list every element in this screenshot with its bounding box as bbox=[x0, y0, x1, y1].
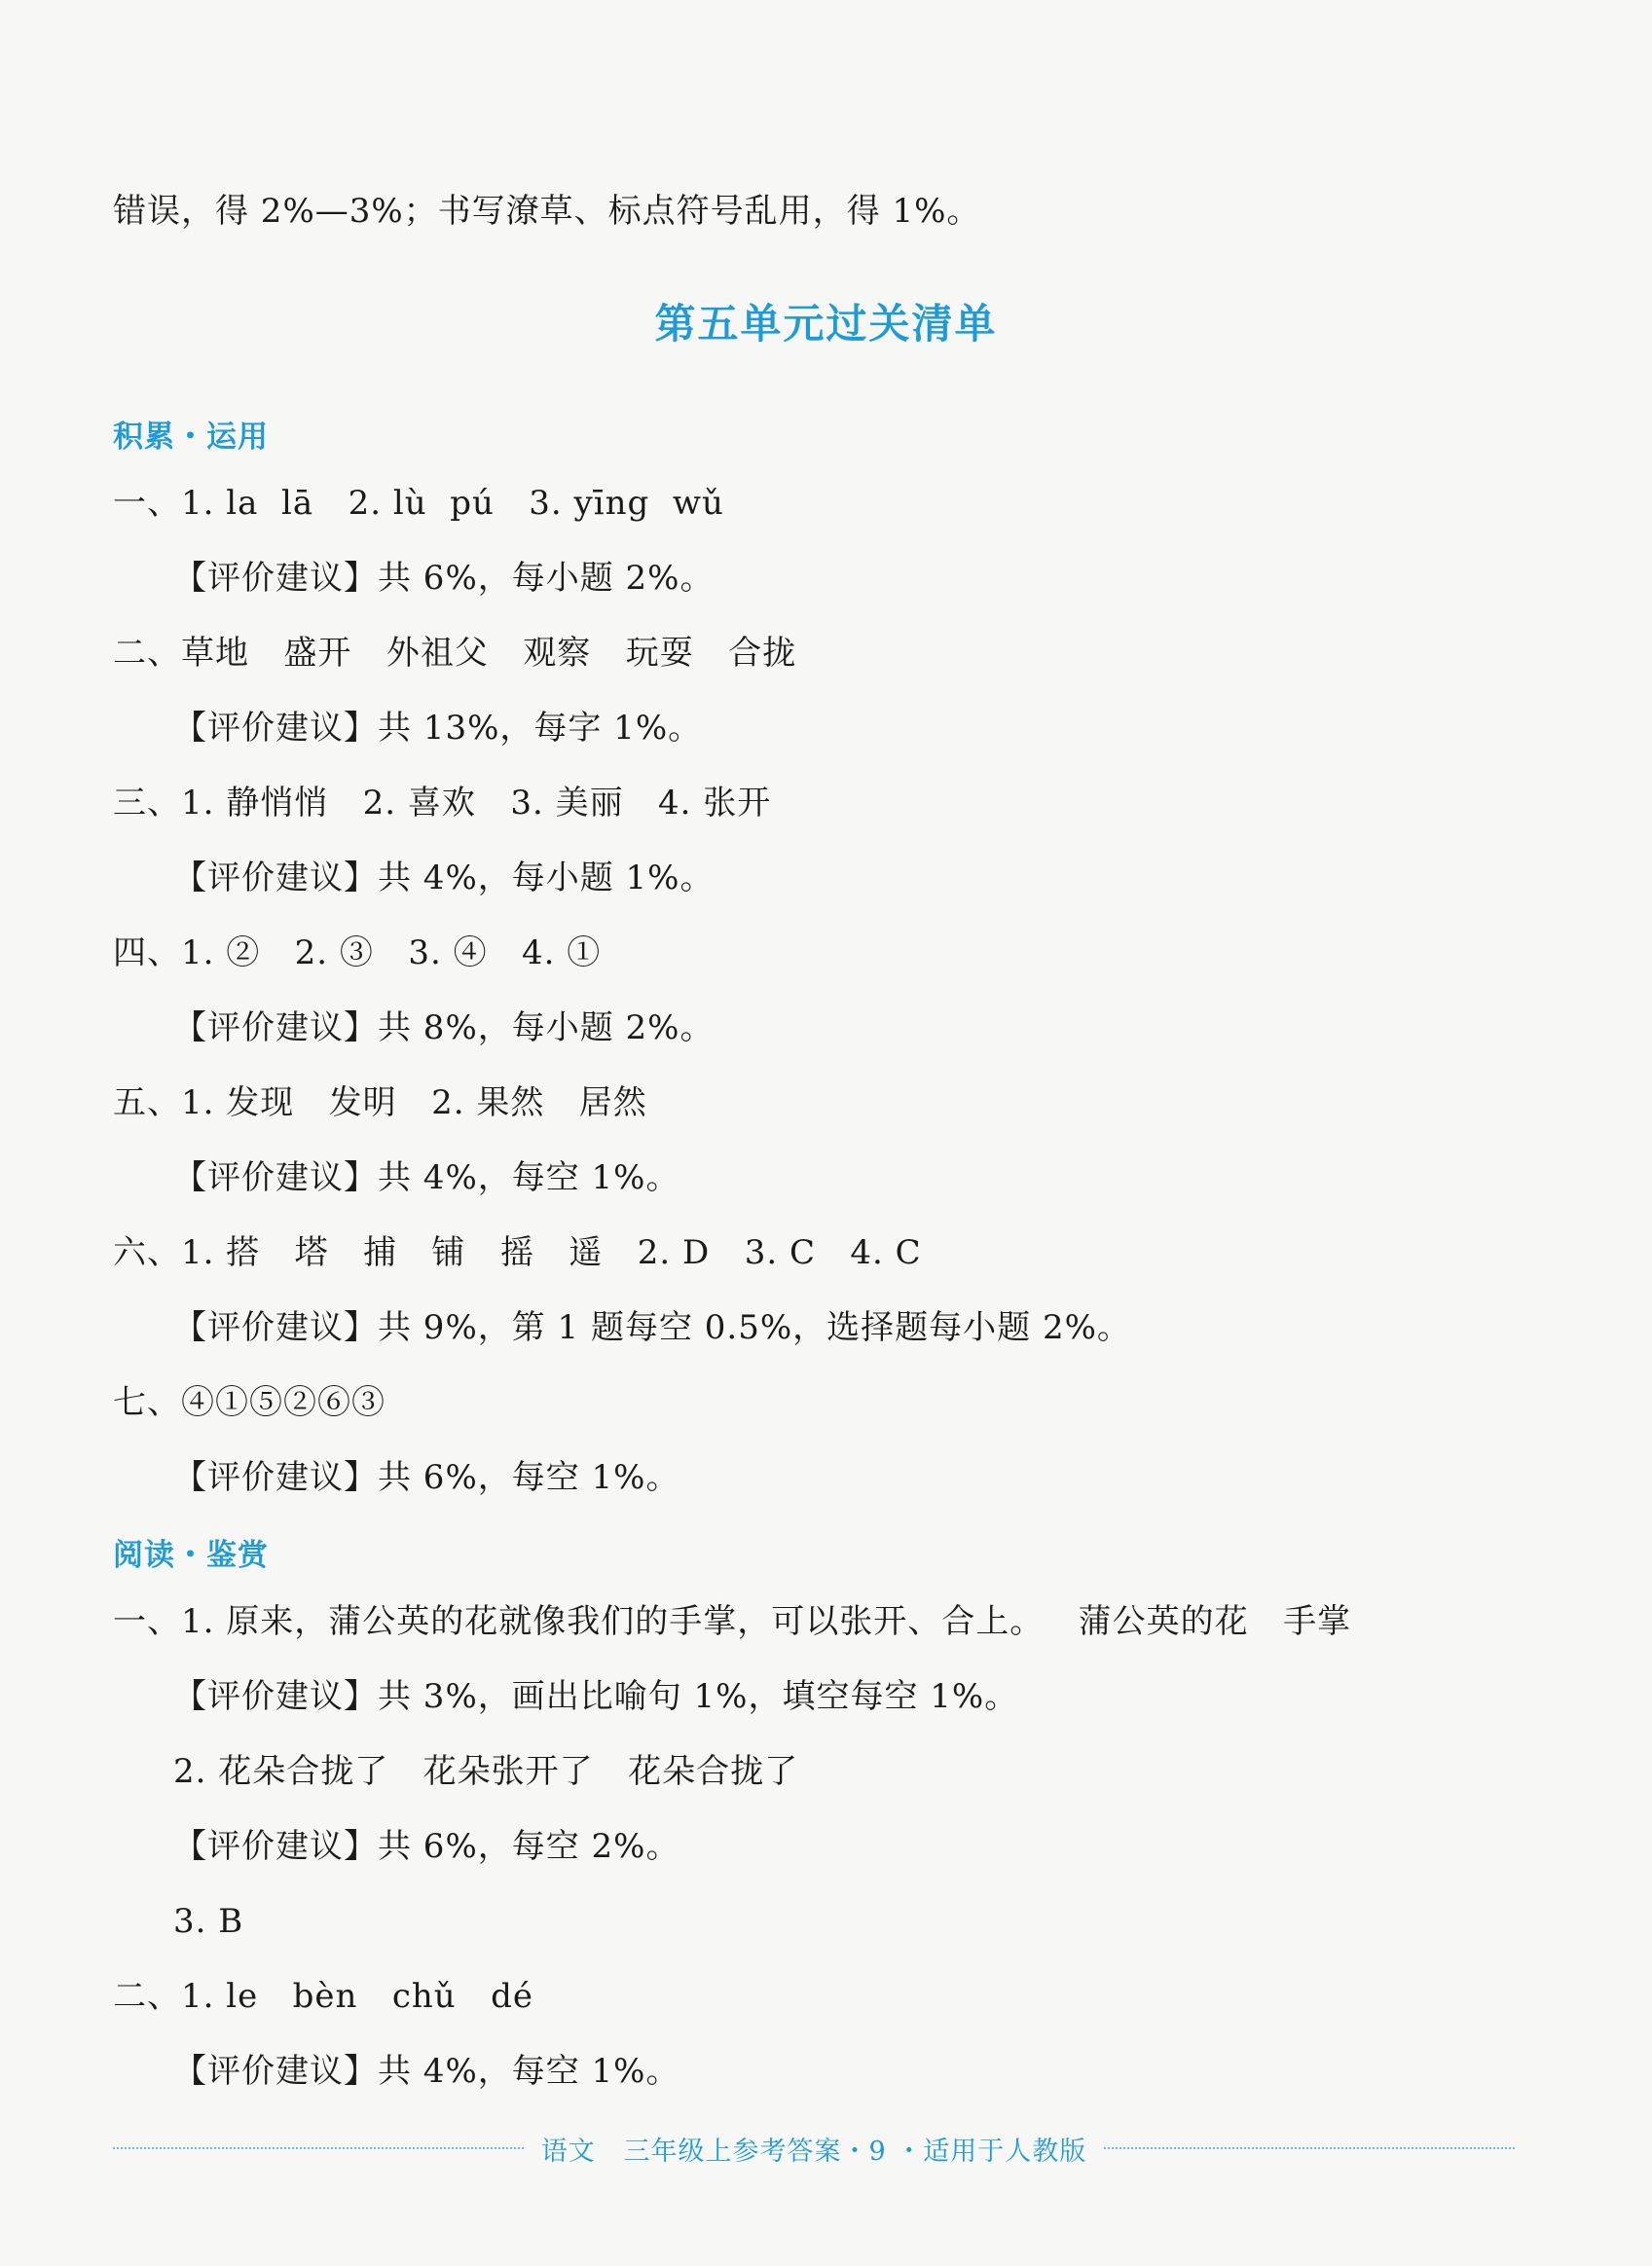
answer-line: 四、1. ② 2. ③ 3. ④ 4. ① bbox=[113, 933, 602, 972]
evaluation-note: 【评价建议】共 9%，第 1 题每空 0.5%，选择题每小题 2%。 bbox=[173, 1308, 1131, 1347]
answer-line: 二、1. le bèn chǔ dé bbox=[113, 1977, 534, 2016]
answer-line: 三、1. 静悄悄 2. 喜欢 3. 美丽 4. 张开 bbox=[113, 784, 772, 822]
evaluation-note: 【评价建议】共 13%，每字 1%。 bbox=[173, 709, 703, 748]
section-heading-accumulation: 积累・运用 bbox=[113, 420, 269, 455]
evaluation-note: 【评价建议】共 6%，每空 2%。 bbox=[173, 1827, 680, 1866]
answer-line: 五、1. 发现 发明 2. 果然 居然 bbox=[113, 1083, 647, 1122]
evaluation-note: 【评价建议】共 6%，每小题 2%。 bbox=[173, 559, 715, 598]
page-footer bbox=[113, 2129, 1515, 2168]
answer-line: 七、④①⑤②⑥③ bbox=[113, 1383, 385, 1422]
answer-line: 一、1. la lā 2. lù pú 3. yīng wǔ bbox=[113, 484, 724, 523]
evaluation-note: 【评价建议】共 4%，每空 1%。 bbox=[173, 1158, 680, 1197]
footer-divider-right bbox=[1104, 2147, 1515, 2149]
answer-line: 3. B bbox=[173, 1902, 244, 1941]
footer-text: 语文 三年级上参考答案・9 ・适用于人教版 bbox=[540, 2136, 1087, 2167]
evaluation-note: 【评价建议】共 8%，每小题 2%。 bbox=[173, 1008, 715, 1047]
evaluation-note: 【评价建议】共 4%，每小题 1%。 bbox=[173, 859, 715, 897]
answer-line: 六、1. 搭 塔 捕 铺 摇 遥 2. D 3. C 4. C bbox=[113, 1233, 922, 1272]
answer-line: 二、草地 盛开 外祖父 观察 玩耍 合拢 bbox=[113, 634, 797, 673]
evaluation-note: 【评价建议】共 3%，画出比喻句 1%，填空每空 1%。 bbox=[173, 1677, 1019, 1716]
evaluation-note: 【评价建议】共 6%，每空 1%。 bbox=[173, 1458, 680, 1497]
section-heading-reading: 阅读・鉴赏 bbox=[113, 1538, 269, 1573]
page-title: 第五单元过关清单 bbox=[654, 300, 998, 347]
answer-line: 2. 花朵合拢了 花朵张开了 花朵合拢了 bbox=[173, 1752, 799, 1791]
intro-line: 错误，得 2%—3%；书写潦草、标点符号乱用，得 1%。 bbox=[113, 192, 981, 231]
evaluation-note: 【评价建议】共 4%，每空 1%。 bbox=[173, 2052, 680, 2091]
footer-divider-left bbox=[113, 2147, 524, 2149]
answer-line: 一、1. 原来，蒲公英的花就像我们的手掌，可以张开、合上。 蒲公英的花 手掌 bbox=[113, 1602, 1352, 1641]
